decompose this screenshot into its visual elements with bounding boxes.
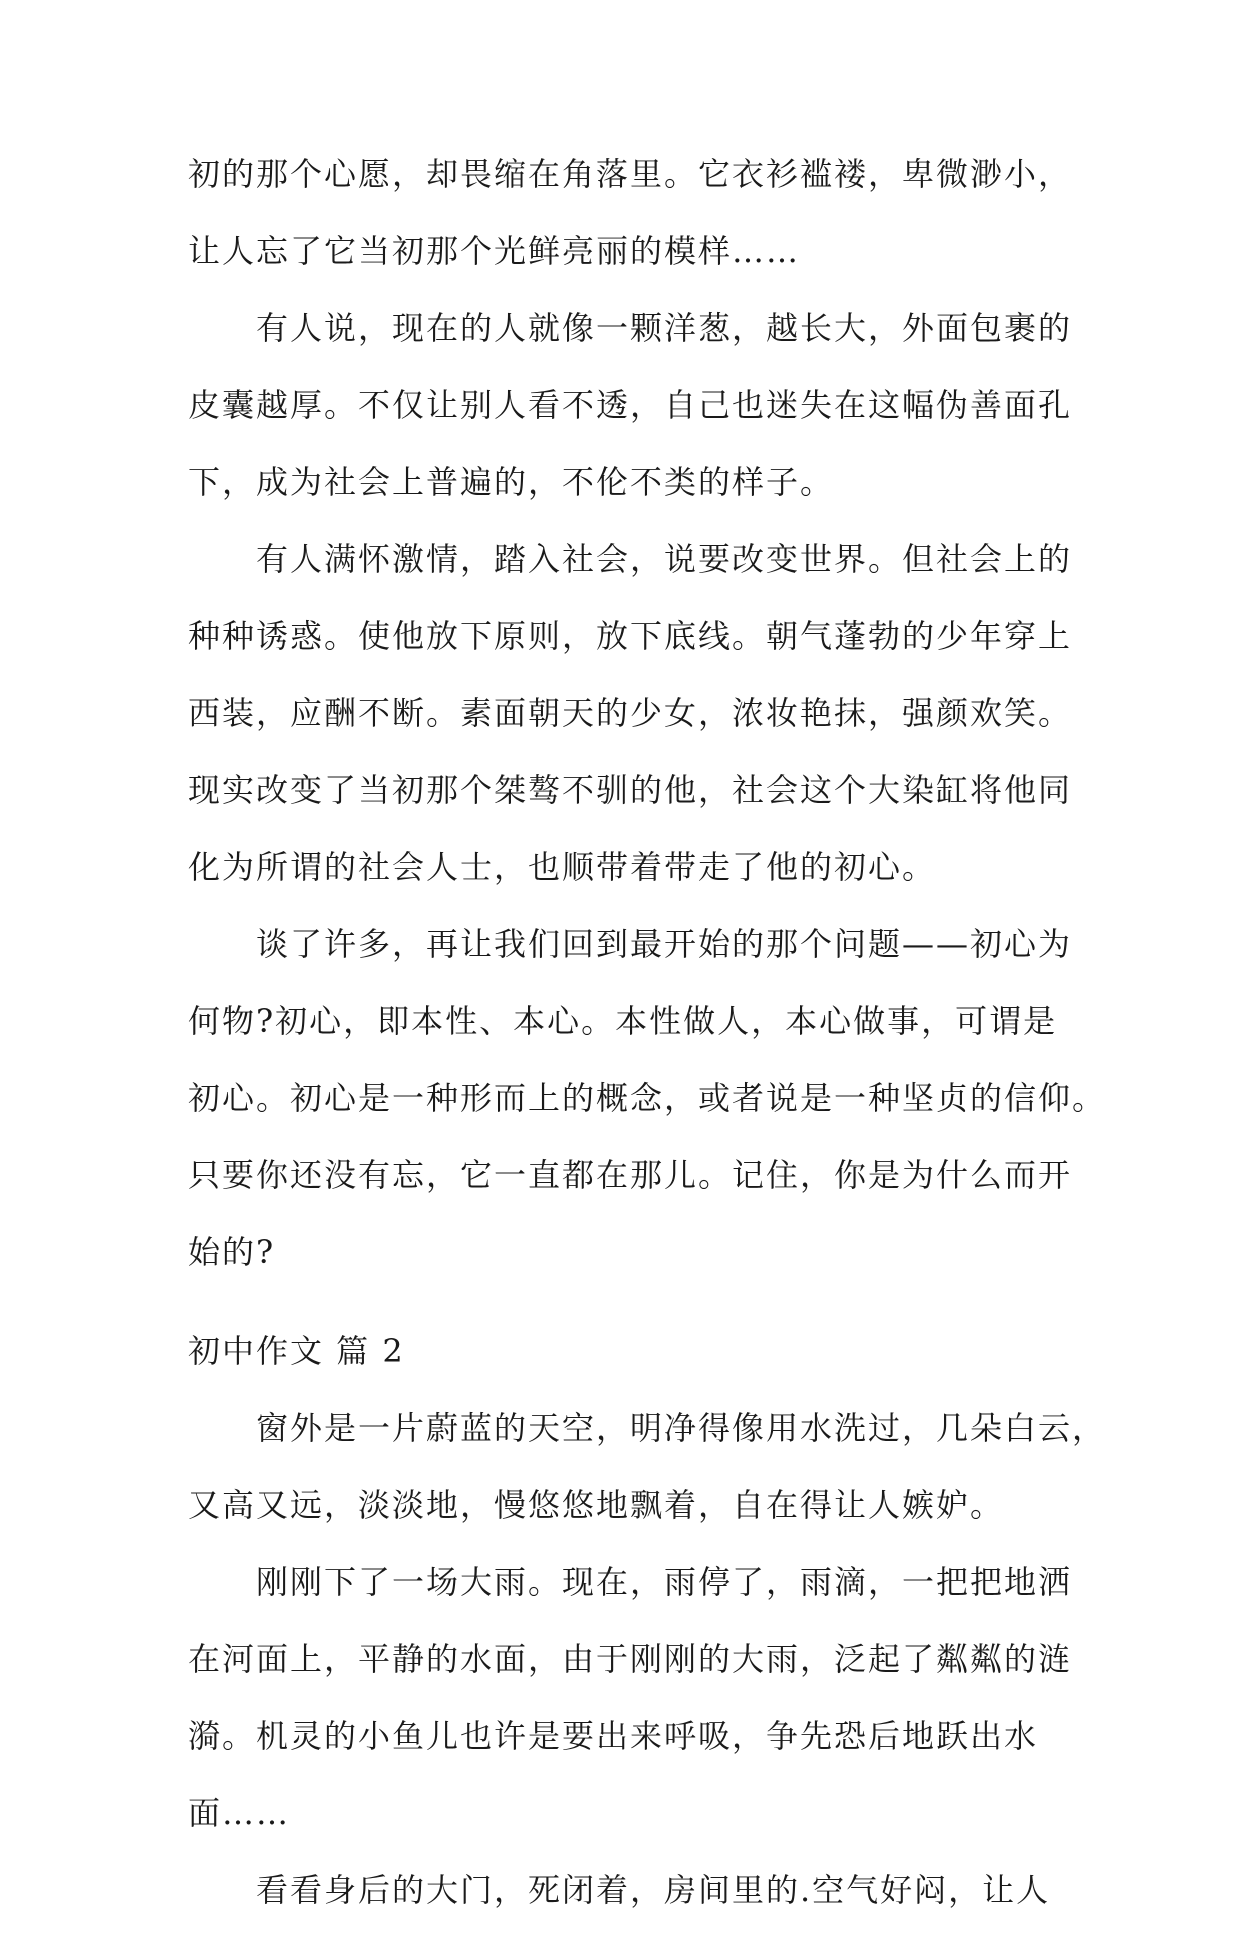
text-line: 西装，应酬不断。素面朝天的少女，浓妆艳抹，强颜欢笑。 [188,694,1073,732]
text-line: 始的? [188,1233,276,1271]
text-line: 看看身后的大门，死闭着，房间里的.空气好闷，让人 [256,1871,1051,1909]
paragraph [188,540,1073,886]
text-line: 种种诱惑。使他放下原则，放下底线。朝气蓬勃的少年穿上 [188,617,1073,655]
paragraph [188,309,1073,501]
paragraph [188,1409,1107,1524]
text-line: 让人忘了它当初那个光鲜亮丽的模样…… [188,232,801,270]
paragraph [188,1563,1073,1832]
text-line: 有人满怀激情，踏入社会，说要改变世界。但社会上的 [256,540,1073,578]
text-line: 谈了许多，再让我们回到最开始的那个问题——初心为 [256,925,1073,963]
text-line: 刚刚下了一场大雨。现在，雨停了，雨滴，一把把地洒 [256,1563,1073,1601]
text-line: 初的那个心愿，却畏缩在角落里。它衣衫褴褛，卑微渺小， [188,155,1073,193]
paragraph [188,1872,1068,1908]
text-line: 窗外是一片蔚蓝的天空，明净得像用水洗过，几朵白云， [256,1409,1107,1447]
text-line: 化为所谓的社会人士，也顺带着带走了他的初心。 [188,848,937,886]
paragraph [188,925,1107,1271]
text-line: 皮囊越厚。不仅让别人看不透，自己也迷失在这幅伪善面孔 [188,386,1073,424]
section-heading: 初中作文 篇 2 [188,1332,405,1370]
text-line: 又高又远，淡淡地，慢悠悠地飘着，自在得让人嫉妒。 [188,1486,1005,1524]
text-line: 下，成为社会上普遍的，不伦不类的样子。 [188,463,835,501]
text-line: 有人说，现在的人就像一颗洋葱，越长大，外面包裹的 [256,309,1073,347]
text-line: 初心。初心是一种形而上的概念，或者说是一种坚贞的信仰。 [188,1079,1107,1117]
text-line: 现实改变了当初那个桀骜不驯的他，社会这个大染缸将他同 [188,771,1073,809]
text-line: 只要你还没有忘，它一直都在那儿。记住，你是为什么而开 [188,1156,1073,1194]
document-body [188,155,1107,1949]
text-line: 在河面上，平静的水面，由于刚刚的大雨，泛起了粼粼的涟 [188,1640,1073,1678]
paragraph [188,155,1073,270]
text-line: 漪。机灵的小鱼儿也许是要出来呼吸，争先恐后地跃出水 [188,1717,1039,1755]
text-line: 面…… [188,1794,291,1832]
text-line: 何物?初心，即本性、本心。本性做人，本心做事，可谓是 [188,1002,1058,1040]
